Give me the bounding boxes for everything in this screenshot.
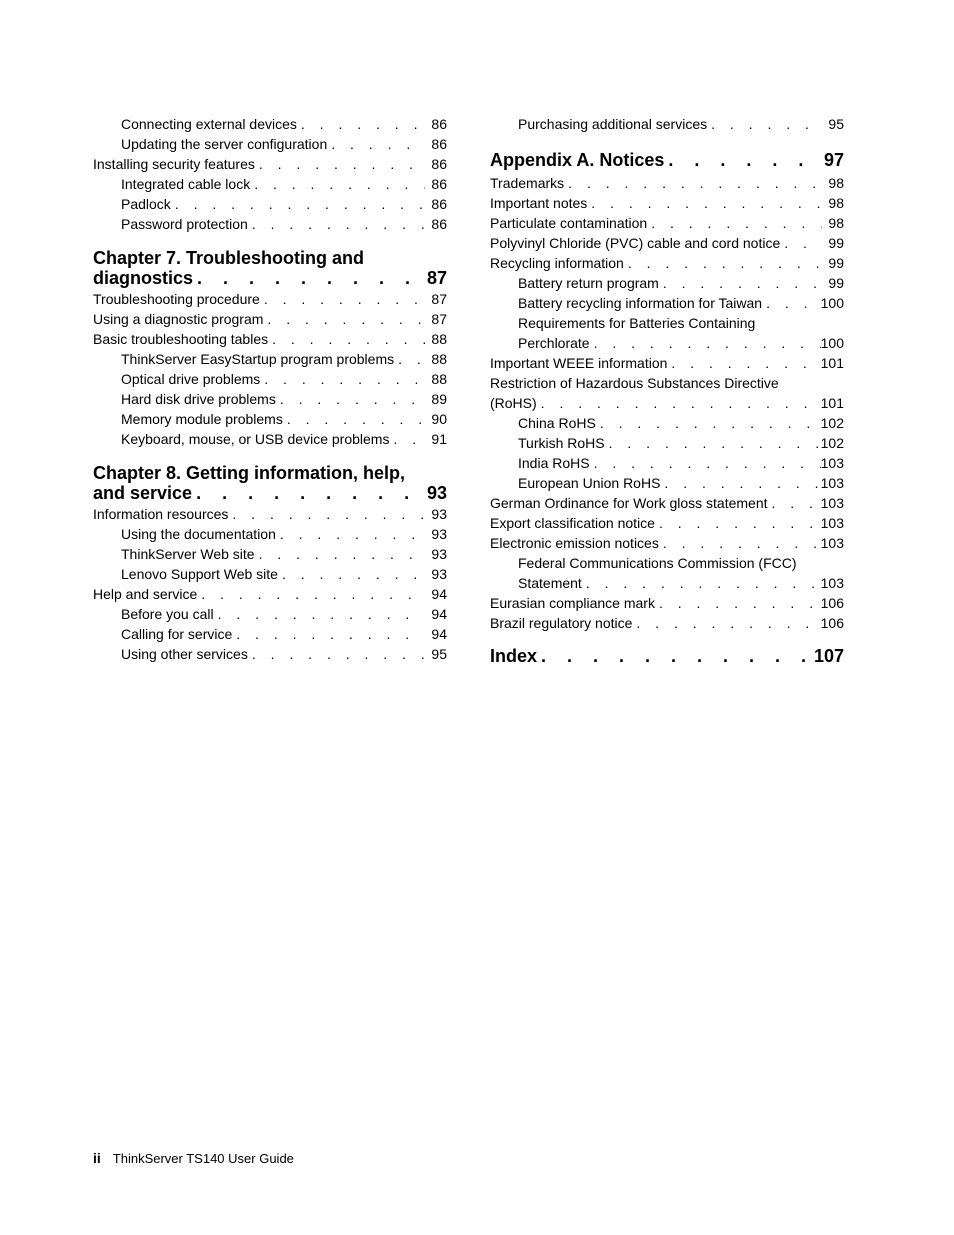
dot-leader xyxy=(255,544,425,564)
toc-entry[interactable] xyxy=(93,329,447,349)
dot-leader xyxy=(624,253,822,273)
dot-leader xyxy=(605,433,821,453)
toc-entry[interactable] xyxy=(93,564,447,584)
toc-page-number: 86 xyxy=(431,156,447,172)
toc-entry[interactable] xyxy=(490,513,844,533)
toc-page-number: 97 xyxy=(823,150,844,170)
toc-right-column xyxy=(490,114,844,669)
toc-entry[interactable] xyxy=(93,409,447,429)
toc-entry-title-line: Chapter 7. Troubleshooting and xyxy=(93,248,365,268)
dot-leader xyxy=(667,353,820,373)
toc-page-number: 88 xyxy=(431,371,447,387)
toc-entry[interactable] xyxy=(490,473,844,493)
toc-entry-title: Using other services xyxy=(121,646,248,662)
dot-leader xyxy=(655,593,821,613)
toc-entry-title: Using a diagnostic program xyxy=(93,311,264,327)
toc-entry-title: European Union RoHS xyxy=(518,475,661,491)
toc-entry-title: China RoHS xyxy=(518,415,596,431)
toc-page-number: 99 xyxy=(828,275,844,291)
toc-entry-title: Recycling information xyxy=(490,255,624,271)
toc-entry[interactable] xyxy=(490,173,844,193)
dot-leader xyxy=(655,513,821,533)
toc-page-number: 103 xyxy=(820,455,844,471)
toc-entry-title: Export classification notice xyxy=(490,515,655,531)
dot-leader xyxy=(276,524,425,544)
dot-leader xyxy=(647,213,822,233)
dot-leader xyxy=(248,214,425,234)
toc-page-number: 93 xyxy=(431,566,447,582)
toc-page-number: 100 xyxy=(820,295,844,311)
toc-entry-title: Information resources xyxy=(93,506,229,522)
toc-entry[interactable] xyxy=(490,213,844,233)
toc-entry-title: Calling for service xyxy=(121,626,233,642)
toc-page-number: 86 xyxy=(431,116,447,132)
toc-entry[interactable] xyxy=(93,584,447,604)
toc-entry-title: Troubleshooting procedure xyxy=(93,291,260,307)
toc-entry-title: Hard disk drive problems xyxy=(121,391,276,407)
toc-entry-title: Important notes xyxy=(490,195,588,211)
toc-chapter-entry[interactable] xyxy=(93,248,447,288)
toc-entry[interactable] xyxy=(490,114,844,134)
toc-entry-title: Password protection xyxy=(121,216,248,232)
toc-entry-title-line: Chapter 8. Getting information, help, xyxy=(93,463,406,483)
dot-leader xyxy=(263,309,425,329)
toc-page-number: 86 xyxy=(431,196,447,212)
toc-entry[interactable] xyxy=(93,214,447,234)
dot-leader xyxy=(327,134,425,154)
toc-entry[interactable] xyxy=(490,433,844,453)
dot-leader xyxy=(564,173,822,193)
dot-leader xyxy=(276,389,425,409)
toc-entry[interactable] xyxy=(490,293,844,313)
toc-entry-title-line: Federal Communications Commission (FCC) xyxy=(518,555,797,571)
toc-entry[interactable] xyxy=(490,593,844,613)
toc-entry-title: Before you call xyxy=(121,606,214,622)
toc-entry[interactable] xyxy=(490,233,844,253)
dot-leader xyxy=(171,194,425,214)
toc-entry-title: Brazil regulatory notice xyxy=(490,615,633,631)
toc-page-number: 102 xyxy=(820,415,844,431)
dot-leader xyxy=(389,429,425,449)
toc-entry[interactable] xyxy=(93,154,447,174)
toc-entry[interactable] xyxy=(93,309,447,329)
dot-leader xyxy=(707,114,822,134)
toc-page-number: 107 xyxy=(813,646,844,666)
dot-leader xyxy=(255,154,425,174)
toc-page-number: 103 xyxy=(820,495,844,511)
toc-page-number: 101 xyxy=(820,355,844,371)
dot-leader xyxy=(394,349,425,369)
toc-entry-title: India RoHS xyxy=(518,455,590,471)
toc-page-number: 94 xyxy=(431,586,447,602)
toc-page-number: 89 xyxy=(431,391,447,407)
dot-leader xyxy=(590,453,821,473)
toc-entry-title: Padlock xyxy=(121,196,171,212)
toc-page-number: 93 xyxy=(431,546,447,562)
toc-entry[interactable] xyxy=(490,413,844,433)
toc-entry[interactable] xyxy=(490,453,844,473)
toc-entry-title: Electronic emission notices xyxy=(490,535,659,551)
toc-entry[interactable] xyxy=(93,604,447,624)
toc-entry[interactable] xyxy=(93,114,447,134)
toc-entry[interactable] xyxy=(93,289,447,309)
toc-page-number: 100 xyxy=(820,335,844,351)
toc-entry-title-line: Requirements for Batteries Containing xyxy=(518,315,756,331)
document-title: ThinkServer TS140 User Guide xyxy=(112,1151,294,1166)
dot-leader xyxy=(283,409,425,429)
toc-entry-title: Statement xyxy=(518,575,582,591)
toc-page-number: 87 xyxy=(426,268,447,288)
toc-page-number: 86 xyxy=(431,176,447,192)
toc-chapter-entry[interactable] xyxy=(490,645,844,667)
dot-leader xyxy=(297,114,425,134)
toc-entry[interactable] xyxy=(490,493,844,513)
toc-entry-title: Memory module problems xyxy=(121,411,283,427)
dot-leader xyxy=(260,289,425,309)
toc-entry[interactable] xyxy=(93,429,447,449)
toc-page-number: 95 xyxy=(431,646,447,662)
toc-entry-title: Important WEEE information xyxy=(490,355,668,371)
dot-leader xyxy=(248,644,425,664)
toc-entry[interactable] xyxy=(93,524,447,544)
toc-entry[interactable] xyxy=(93,349,447,369)
toc-entry-title: diagnostics xyxy=(93,268,194,288)
dot-leader xyxy=(193,268,425,288)
toc-entry-title: Battery return program xyxy=(518,275,659,291)
dot-leader xyxy=(250,174,425,194)
toc-page-number: 87 xyxy=(431,311,447,327)
toc-entry-title: Polyvinyl Chloride (PVC) cable and cord notice xyxy=(490,235,781,251)
toc-page-number: 86 xyxy=(431,216,447,232)
toc-page-number: 91 xyxy=(431,431,447,447)
dot-leader xyxy=(582,573,821,593)
dot-leader xyxy=(192,483,425,503)
toc-page-number: 106 xyxy=(820,615,844,631)
dot-leader xyxy=(587,193,822,213)
toc-entry[interactable] xyxy=(490,253,844,273)
toc-entry[interactable] xyxy=(490,553,844,593)
toc-page-number: 99 xyxy=(828,255,844,271)
toc-page-number: 87 xyxy=(431,291,447,307)
dot-leader xyxy=(232,624,425,644)
dot-leader xyxy=(659,273,822,293)
toc-entry[interactable] xyxy=(490,313,844,353)
toc-entry-title: Using the documentation xyxy=(121,526,276,542)
dot-leader xyxy=(278,564,425,584)
dot-leader xyxy=(660,473,820,493)
toc-entry-title: Particulate contamination xyxy=(490,215,648,231)
toc-entry-title-line: Restriction of Hazardous Substances Directive xyxy=(490,375,779,391)
toc-entry[interactable] xyxy=(490,353,844,373)
toc-page-number: 93 xyxy=(431,526,447,542)
toc-entry-title: Updating the server configuration xyxy=(121,136,328,152)
toc-entry-title: Help and service xyxy=(93,586,198,602)
toc-page-number: 101 xyxy=(820,395,844,411)
toc-entry-title: Optical drive problems xyxy=(121,371,261,387)
dot-leader xyxy=(260,369,425,389)
toc-entry-title: Integrated cable lock xyxy=(121,176,251,192)
toc-entry-title: Eurasian compliance mark xyxy=(490,595,655,611)
toc-page-number: 106 xyxy=(820,595,844,611)
toc-page-number: 88 xyxy=(431,351,447,367)
dot-leader xyxy=(214,604,425,624)
toc-page-number: 103 xyxy=(820,475,844,491)
toc-entry-title: and service xyxy=(93,483,193,503)
toc-entry-title: Purchasing additional services xyxy=(518,116,708,132)
dot-leader xyxy=(537,645,814,667)
dot-leader xyxy=(780,233,822,253)
toc-entry-title: Battery recycling information for Taiwan xyxy=(518,295,763,311)
toc-chapter-entry[interactable] xyxy=(93,463,447,503)
toc-entry[interactable] xyxy=(490,193,844,213)
toc-entry-title: Index xyxy=(490,646,538,666)
toc-entry-title: Connecting external devices xyxy=(121,116,297,132)
toc-left-column xyxy=(93,114,447,664)
toc-entry-title: Perchlorate xyxy=(518,335,590,351)
toc-page-number: 98 xyxy=(828,195,844,211)
toc-entry[interactable] xyxy=(490,273,844,293)
dot-leader xyxy=(664,149,822,171)
toc-page-number: 93 xyxy=(431,506,447,522)
toc-entry-title: ThinkServer Web site xyxy=(121,546,255,562)
dot-leader xyxy=(197,584,425,604)
toc-entry-title: Trademarks xyxy=(490,175,565,191)
toc-page-number: 93 xyxy=(426,483,447,503)
toc-page-number: 98 xyxy=(828,215,844,231)
toc-entry-title: German Ordinance for Work gloss statement xyxy=(490,495,768,511)
toc-entry[interactable] xyxy=(490,373,844,413)
toc-entry[interactable] xyxy=(93,134,447,154)
toc-page-number: 94 xyxy=(431,606,447,622)
toc-entry-title: Installing security features xyxy=(93,156,255,172)
toc-entry-title: (RoHS) xyxy=(490,395,537,411)
dot-leader xyxy=(596,413,821,433)
toc-page-number: 99 xyxy=(828,235,844,251)
toc-entry[interactable] xyxy=(93,369,447,389)
toc-entry-title: Basic troubleshooting tables xyxy=(93,331,269,347)
dot-leader xyxy=(537,393,821,413)
toc-page-number: 94 xyxy=(431,626,447,642)
toc-entry-title: Appendix A. Notices xyxy=(490,150,665,170)
toc-page-number: 90 xyxy=(431,411,447,427)
dot-leader xyxy=(228,504,425,524)
toc-entry[interactable] xyxy=(93,624,447,644)
toc-page-number: 98 xyxy=(828,175,844,191)
toc-entry-title: ThinkServer EasyStartup program problems xyxy=(121,351,395,367)
toc-page-number: 103 xyxy=(820,515,844,531)
toc-page-number: 88 xyxy=(431,331,447,347)
dot-leader xyxy=(762,293,821,313)
toc-page-number: 103 xyxy=(820,575,844,591)
toc-page-number: 95 xyxy=(828,116,844,132)
toc-page-number: 103 xyxy=(820,535,844,551)
page-number: ii xyxy=(93,1150,101,1166)
dot-leader xyxy=(590,333,821,353)
page-footer xyxy=(93,1150,294,1166)
toc-entry[interactable] xyxy=(93,504,447,524)
toc-entry-title: Turkish RoHS xyxy=(518,435,605,451)
dot-leader xyxy=(632,613,820,633)
dot-leader xyxy=(268,329,425,349)
toc-entry[interactable] xyxy=(93,644,447,664)
toc-entry-title: Lenovo Support Web site xyxy=(121,566,278,582)
toc-entry[interactable] xyxy=(490,533,844,553)
toc-entry-title: Keyboard, mouse, or USB device problems xyxy=(121,431,390,447)
dot-leader xyxy=(659,533,821,553)
toc-chapter-entry[interactable] xyxy=(490,149,844,171)
toc-page-number: 86 xyxy=(431,136,447,152)
toc-page-number: 102 xyxy=(820,435,844,451)
toc-entry[interactable] xyxy=(93,544,447,564)
dot-leader xyxy=(768,493,821,513)
toc-entry[interactable] xyxy=(490,613,844,633)
toc-entry[interactable] xyxy=(93,194,447,214)
toc-entry[interactable] xyxy=(93,389,447,409)
toc-entry[interactable] xyxy=(93,174,447,194)
